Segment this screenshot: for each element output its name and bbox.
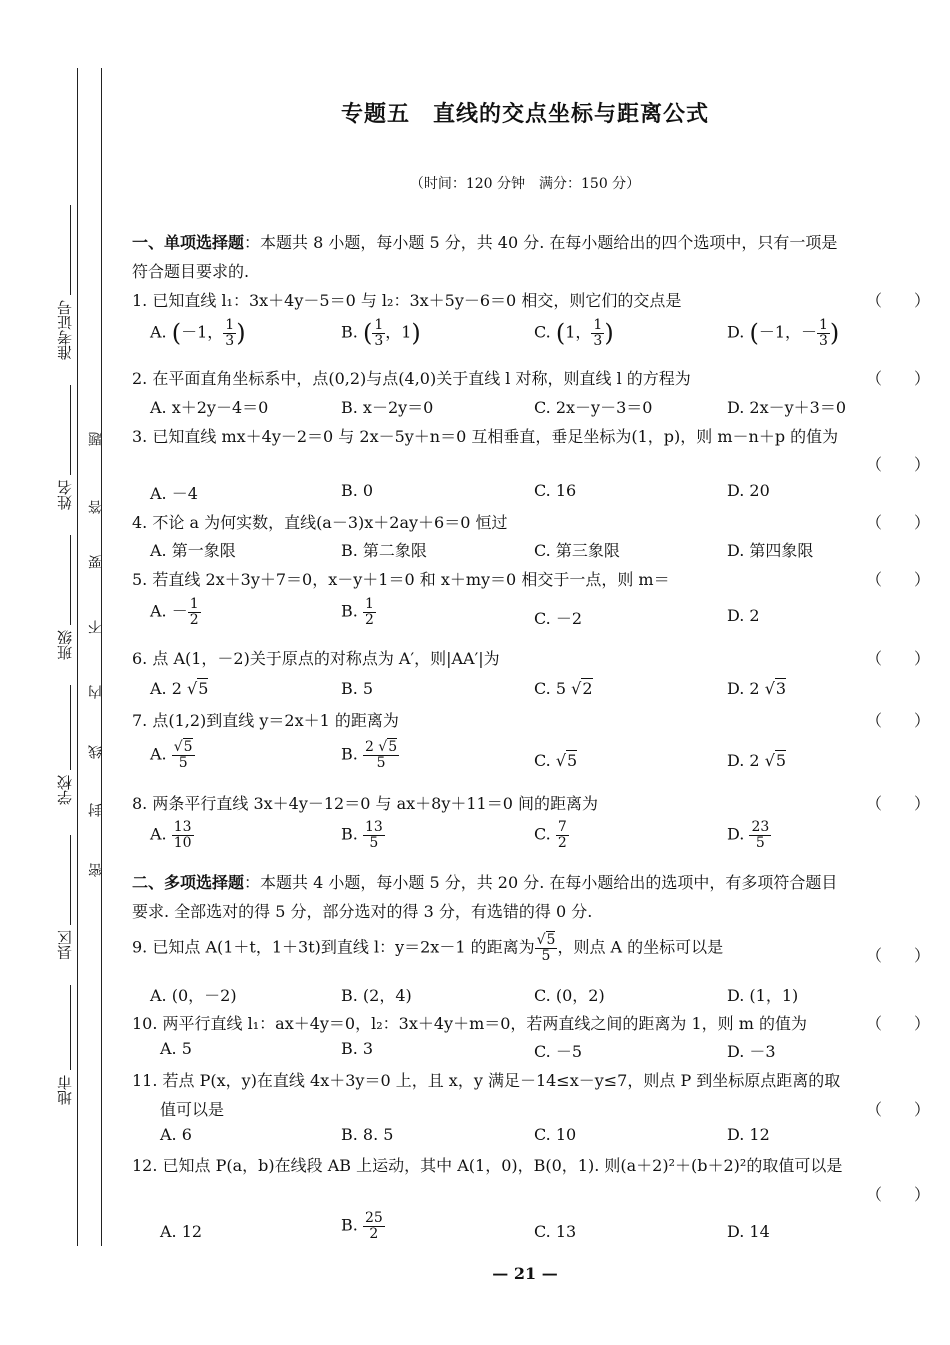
city-blank xyxy=(70,985,71,1070)
side-label-county: 县区 xyxy=(56,930,74,960)
q7-option-a[interactable]: A. $\frac{√5}{5}$ xyxy=(150,739,193,771)
answer-blank[interactable]: （ ） xyxy=(866,794,931,813)
side-label-city: 地市 xyxy=(56,1075,74,1105)
exam-id-blank xyxy=(70,205,71,295)
q5-option-c[interactable]: C. －2 xyxy=(534,609,583,628)
question-7: 7. 点(1,2)到直线 y＝2x＋1 的距离为 xyxy=(132,711,399,730)
question-4: 4. 不论 a 为何实数，直线(a－3)x＋2ay＋6＝0 恒过 xyxy=(132,513,508,532)
q6-option-d[interactable]: D. 2 √3 xyxy=(727,679,787,698)
q6-option-c[interactable]: C. 5 √2 xyxy=(534,679,593,698)
q7-option-d[interactable]: D. 2 √5 xyxy=(727,751,787,770)
school-blank xyxy=(70,685,71,770)
q12-option-c[interactable]: C. 13 xyxy=(534,1222,577,1241)
question-1: 1. 已知直线 l₁：3x＋4y－5＝0 与 l₂：3x＋5y－6＝0 相交，则它们的交点是 xyxy=(132,291,682,310)
question-9-text-1: 9. 已知点 A(1＋t，1＋3t)到直线 l：y＝2x－1 的距离为 xyxy=(132,937,535,957)
answer-blank[interactable]: （ ） xyxy=(866,291,931,310)
question-6: 6. 点 A(1，－2)关于原点的对称点为 A′，则|AA′|为 xyxy=(132,649,500,668)
q11-option-a[interactable]: A. 6 xyxy=(160,1125,192,1144)
seal-char: 题 xyxy=(88,432,104,446)
q5-option-b[interactable]: B. $\frac{1}{2}$ xyxy=(341,596,374,628)
county-blank xyxy=(70,835,71,925)
q6-option-b[interactable]: B. 5 xyxy=(341,679,374,698)
q11-option-c[interactable]: C. 10 xyxy=(534,1125,577,1144)
q8-option-b[interactable]: B. $\frac{13}{5}$ xyxy=(341,819,383,851)
question-9: 9. 已知点 A(1＋t，1＋3t)到直线 l：y＝2x－1 的距离为 $\frac{√5}{5}$ ，则点 A 的坐标可以是 xyxy=(132,932,724,964)
seal-char: 不 xyxy=(88,620,104,634)
answer-blank[interactable]: （ ） xyxy=(866,649,931,668)
seal-char: 线 xyxy=(88,745,104,759)
q1-option-b[interactable]: B. ( $\frac{1}{3}$ ，1) xyxy=(341,317,421,349)
q1-option-d[interactable]: D. (－1，－ $\frac{1}{3}$ ) xyxy=(727,317,840,349)
binding-line-left xyxy=(77,68,78,1246)
side-label-school: 学校 xyxy=(56,775,74,805)
question-3: 3. 已知直线 mx＋4y－2＝0 与 2x－5y＋n＝0 互相垂直，垂足坐标为(1，p)，则 m－n＋p 的值为 xyxy=(132,427,839,446)
side-label-exam-id: 准考证号 xyxy=(56,300,74,360)
q12-option-d[interactable]: D. 14 xyxy=(727,1222,770,1241)
q4-option-a[interactable]: A. 第一象限 xyxy=(150,541,236,560)
q10-option-b[interactable]: B. 3 xyxy=(341,1039,374,1058)
answer-blank[interactable]: （ ） xyxy=(866,1014,931,1033)
q3-option-a[interactable]: A. －4 xyxy=(150,484,198,503)
question-11: 11. 若点 P(x，y)在直线 4x＋3y＝0 上，且 x，y 满足－14≤x－y≤7，则点 P 到坐标原点距离的取 xyxy=(132,1071,841,1090)
section-2-desc-2: 要求. 全部选对的得 5 分，部分选对的得 3 分，有选错的得 0 分. xyxy=(132,902,593,921)
q9-option-c[interactable]: C. (0，2) xyxy=(534,986,605,1005)
seal-char: 封 xyxy=(88,803,104,817)
question-5: 5. 若直线 2x＋3y＋7＝0，x－y＋1＝0 和 x＋my＝0 相交于一点，则 m＝ xyxy=(132,570,670,589)
question-11-cont: 值可以是 xyxy=(160,1100,225,1119)
q9-option-b[interactable]: B. (2，4) xyxy=(341,986,412,1005)
section-1-heading xyxy=(132,230,837,253)
q2-option-a[interactable]: A. x＋2y－4＝0 xyxy=(150,398,269,417)
section-2-desc: ：本题共 4 小题，每小题 5 分，共 20 分. 在每小题给出的选项中，有多项符合题目 xyxy=(244,873,838,892)
answer-blank[interactable]: （ ） xyxy=(866,455,931,474)
q8-option-c[interactable]: C. $\frac{7}{2}$ xyxy=(534,819,567,851)
q8-option-a[interactable]: A. $\frac{13}{10}$ xyxy=(150,819,192,851)
answer-blank[interactable]: （ ） xyxy=(866,1100,931,1119)
q6-option-a[interactable]: A. 2 √5 xyxy=(150,679,209,698)
question-10: 10. 两平行直线 l₁：ax＋4y＝0，l₂：3x＋4y＋m＝0，若两直线之间的距离为 1，则 m 的值为 xyxy=(132,1014,808,1033)
question-8: 8. 两条平行直线 3x＋4y－12＝0 与 ax＋8y＋11＝0 间的距离为 xyxy=(132,794,598,813)
q9-option-a[interactable]: A. (0，－2) xyxy=(150,986,237,1005)
q4-option-d[interactable]: D. 第四象限 xyxy=(727,541,814,560)
answer-blank[interactable]: （ ） xyxy=(866,1185,931,1204)
q3-option-d[interactable]: D. 20 xyxy=(727,481,770,500)
side-label-name: 姓名 xyxy=(56,480,74,510)
seal-char: 密 xyxy=(88,863,104,877)
q4-option-c[interactable]: C. 第三象限 xyxy=(534,541,620,560)
q10-option-d[interactable]: D. －3 xyxy=(727,1042,776,1061)
answer-blank[interactable]: （ ） xyxy=(866,711,931,730)
q12-option-b[interactable]: B. $\frac{25}{2}$ xyxy=(341,1210,383,1242)
q5-option-a[interactable]: A. － $\frac{1}{2}$ xyxy=(150,596,199,628)
answer-blank[interactable]: （ ） xyxy=(866,369,931,388)
q10-option-a[interactable]: A. 5 xyxy=(160,1039,192,1058)
page-number: — 21 — xyxy=(492,1264,558,1283)
q9-option-d[interactable]: D. (1，1) xyxy=(727,986,799,1005)
section-1-desc: ：本题共 8 小题，每小题 5 分，共 40 分. 在每小题给出的四个选项中，只有一项是 xyxy=(244,233,838,252)
q7-option-c[interactable]: C. √5 xyxy=(534,751,578,770)
question-2: 2. 在平面直角坐标系中，点(0,2)与点(4,0)关于直线 l 对称，则直线 l 的方程为 xyxy=(132,369,691,388)
q2-option-d[interactable]: D. 2x－y＋3＝0 xyxy=(727,398,847,417)
seal-char: 要 xyxy=(88,555,104,569)
question-12: 12. 已知点 P(a，b)在线段 AB 上运动，其中 A(1，0)，B(0，1). 则(a＋2)²＋(b＋2)²的取值可以是 xyxy=(132,1156,843,1175)
answer-blank[interactable]: （ ） xyxy=(866,513,931,532)
answer-blank[interactable]: （ ） xyxy=(866,570,931,589)
section-2-title: 二、多项选择题 xyxy=(132,873,245,892)
section-1-title: 一、单项选择题 xyxy=(132,233,245,252)
section-1-desc-2: 符合题目要求的. xyxy=(132,262,250,281)
side-label-class: 班级 xyxy=(56,630,74,660)
q4-option-b[interactable]: B. 第二象限 xyxy=(341,541,427,560)
page-subtitle: （时间：120 分钟 满分：150 分） xyxy=(409,176,641,192)
name-blank xyxy=(70,385,71,475)
q11-option-b[interactable]: B. 8. 5 xyxy=(341,1125,394,1144)
q12-option-a[interactable]: A. 12 xyxy=(160,1222,203,1241)
binding-line-right xyxy=(101,68,102,1246)
question-9-text-2: ，则点 A 的坐标可以是 xyxy=(557,937,724,957)
q11-option-d[interactable]: D. 12 xyxy=(727,1125,770,1144)
q5-option-d[interactable]: D. 2 xyxy=(727,606,760,625)
section-2-heading xyxy=(132,870,837,893)
answer-blank[interactable]: （ ） xyxy=(866,946,931,965)
q7-option-b[interactable]: B. $\frac{2 √5}{5}$ xyxy=(341,739,398,771)
class-blank xyxy=(70,535,71,625)
q1-option-c[interactable]: C. (1， $\frac{1}{3}$ ) xyxy=(534,317,614,349)
q2-option-b[interactable]: B. x－2y＝0 xyxy=(341,398,434,417)
q1-option-a[interactable]: A. (－1， $\frac{1}{3}$ ) xyxy=(150,317,246,349)
q8-option-d[interactable]: D. $\frac{23}{5}$ xyxy=(727,819,770,851)
q3-option-b[interactable]: B. 0 xyxy=(341,481,374,500)
seal-char: 内 xyxy=(88,685,104,699)
q3-option-c[interactable]: C. 16 xyxy=(534,481,577,500)
q2-option-c[interactable]: C. 2x－y－3＝0 xyxy=(534,398,653,417)
page-title: 专题五 直线的交点坐标与距离公式 xyxy=(340,102,709,127)
seal-char: 答 xyxy=(88,500,104,514)
q10-option-c[interactable]: C. －5 xyxy=(534,1042,583,1061)
